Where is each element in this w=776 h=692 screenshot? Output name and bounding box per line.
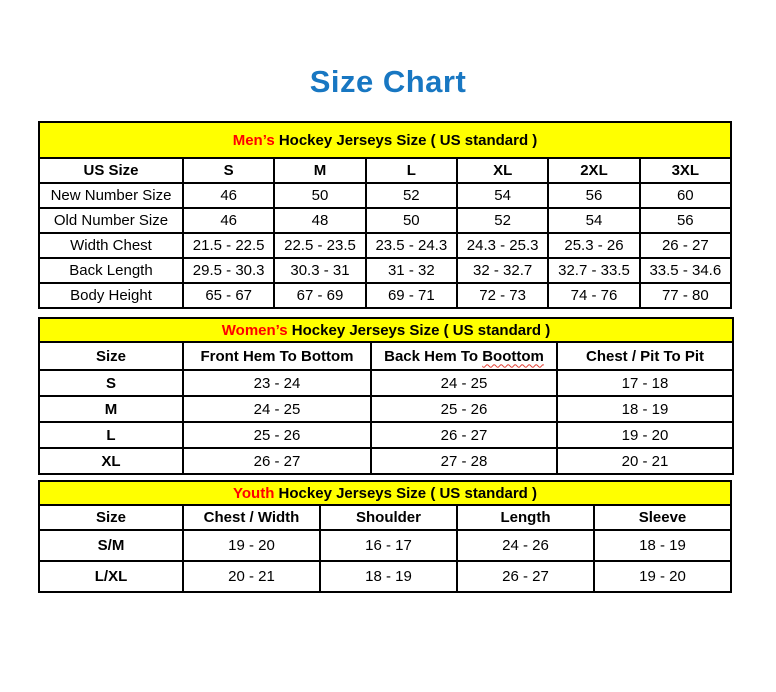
- page-title: Size Chart: [309, 64, 467, 99]
- data-cell: 29.5 - 30.3: [183, 258, 274, 283]
- data-cell: 69 - 71: [366, 283, 457, 308]
- header-cell-back-hem: [371, 342, 557, 370]
- data-cell: 26 - 27: [371, 422, 557, 448]
- youth-section-title: [39, 481, 731, 505]
- header-cell-s: S: [183, 158, 274, 183]
- header-cell-chest-width: Chest / Width: [183, 505, 320, 530]
- data-cell: 50: [274, 183, 365, 208]
- womens-section-title-rest: Hockey Jerseys Size ( US standard ): [287, 321, 551, 339]
- data-cell: 77 - 80: [640, 283, 731, 308]
- data-cell: 50: [366, 208, 457, 233]
- data-cell: 19 - 20: [183, 530, 320, 561]
- data-cell: 54: [457, 183, 548, 208]
- data-cell: 24 - 25: [371, 370, 557, 396]
- data-cell: 25.3 - 26: [548, 233, 639, 258]
- data-cell: 26 - 27: [640, 233, 731, 258]
- data-cell: 26 - 27: [183, 448, 371, 474]
- data-cell: 20 - 21: [183, 561, 320, 592]
- data-cell: 31 - 32: [366, 258, 457, 283]
- mens-section-title-rest: Hockey Jerseys Size ( US standard ): [274, 131, 538, 149]
- data-cell: 25 - 26: [183, 422, 371, 448]
- table-row-width-chest: [39, 233, 731, 258]
- table-row-new-number-size: [39, 183, 731, 208]
- womens-section-header-row: [39, 318, 733, 342]
- data-cell: 56: [548, 183, 639, 208]
- mens-column-header-row: [39, 158, 731, 183]
- data-cell: 46: [183, 183, 274, 208]
- tables-container: [0, 121, 776, 593]
- data-cell: 16 - 17: [320, 530, 457, 561]
- data-cell: 23.5 - 24.3: [366, 233, 457, 258]
- mens-size-table: [38, 121, 732, 309]
- data-cell: 74 - 76: [548, 283, 639, 308]
- row-label-cell: XL: [39, 448, 183, 474]
- row-label-cell: New Number Size: [39, 183, 183, 208]
- row-label-cell: Width Chest: [39, 233, 183, 258]
- row-label-cell: M: [39, 396, 183, 422]
- data-cell: 33.5 - 34.6: [640, 258, 731, 283]
- data-cell: 32.7 - 33.5: [548, 258, 639, 283]
- mens-section-title-red: Men’s: [232, 131, 275, 149]
- table-row-women-s: [39, 370, 733, 396]
- header-cell-shoulder: Shoulder: [320, 505, 457, 530]
- youth-size-table: [38, 480, 732, 593]
- header-cell-size: Size: [39, 342, 183, 370]
- data-cell: 22.5 - 23.5: [274, 233, 365, 258]
- mens-section-header-row: [39, 122, 731, 158]
- header-cell-l: L: [366, 158, 457, 183]
- data-cell: 19 - 20: [557, 422, 733, 448]
- row-label-cell: S: [39, 370, 183, 396]
- table-row-youth-lxl: [39, 561, 731, 592]
- data-cell: 24.3 - 25.3: [457, 233, 548, 258]
- data-cell: 21.5 - 22.5: [183, 233, 274, 258]
- header-cell-us-size: US Size: [39, 158, 183, 183]
- table-row-body-height: [39, 283, 731, 308]
- data-cell: 60: [640, 183, 731, 208]
- row-label-cell: Back Length: [39, 258, 183, 283]
- table-row-women-l: [39, 422, 733, 448]
- youth-section-title-rest: Hockey Jerseys Size ( US standard ): [274, 484, 537, 502]
- header-cell-sleeve: Sleeve: [594, 505, 731, 530]
- data-cell: 18 - 19: [320, 561, 457, 592]
- header-cell-chest-pit: Chest / Pit To Pit: [557, 342, 733, 370]
- womens-section-title-red: Women’s: [221, 321, 288, 339]
- womens-section-title: [39, 318, 733, 342]
- data-cell: 46: [183, 208, 274, 233]
- data-cell: 72 - 73: [457, 283, 548, 308]
- youth-section-title-red: Youth: [233, 484, 275, 502]
- header-cell-3xl: 3XL: [640, 158, 731, 183]
- row-label-cell: L/XL: [39, 561, 183, 592]
- data-cell: 26 - 27: [457, 561, 594, 592]
- data-cell: 32 - 32.7: [457, 258, 548, 283]
- data-cell: 20 - 21: [557, 448, 733, 474]
- row-label-cell: Old Number Size: [39, 208, 183, 233]
- header-cell-m: M: [274, 158, 365, 183]
- data-cell: 19 - 20: [594, 561, 731, 592]
- data-cell: 67 - 69: [274, 283, 365, 308]
- table-row-back-length: [39, 258, 731, 283]
- header-cell-size: Size: [39, 505, 183, 530]
- table-row-youth-sm: [39, 530, 731, 561]
- data-cell: 24 - 26: [457, 530, 594, 561]
- header-cell-length: Length: [457, 505, 594, 530]
- mens-section-title: [39, 122, 731, 158]
- data-cell: 18 - 19: [594, 530, 731, 561]
- youth-section-header-row: [39, 481, 731, 505]
- back-hem-label-misspelled: Boottom: [482, 347, 544, 365]
- row-label-cell: L: [39, 422, 183, 448]
- table-row-old-number-size: [39, 208, 731, 233]
- data-cell: 48: [274, 208, 365, 233]
- header-cell-2xl: 2XL: [548, 158, 639, 183]
- womens-size-table: [38, 317, 734, 475]
- row-label-cell: S/M: [39, 530, 183, 561]
- header-cell-front-hem: Front Hem To Bottom: [183, 342, 371, 370]
- header-cell-xl: XL: [457, 158, 548, 183]
- data-cell: 18 - 19: [557, 396, 733, 422]
- data-cell: 65 - 67: [183, 283, 274, 308]
- data-cell: 56: [640, 208, 731, 233]
- data-cell: 25 - 26: [371, 396, 557, 422]
- data-cell: 27 - 28: [371, 448, 557, 474]
- data-cell: 54: [548, 208, 639, 233]
- data-cell: 52: [457, 208, 548, 233]
- data-cell: 24 - 25: [183, 396, 371, 422]
- data-cell: 17 - 18: [557, 370, 733, 396]
- table-row-women-xl: [39, 448, 733, 474]
- womens-column-header-row: [39, 342, 733, 370]
- data-cell: 23 - 24: [183, 370, 371, 396]
- table-row-women-m: [39, 396, 733, 422]
- data-cell: 30.3 - 31: [274, 258, 365, 283]
- row-label-cell: Body Height: [39, 283, 183, 308]
- data-cell: 52: [366, 183, 457, 208]
- youth-column-header-row: [39, 505, 731, 530]
- back-hem-label-prefix: Back Hem To: [384, 347, 483, 365]
